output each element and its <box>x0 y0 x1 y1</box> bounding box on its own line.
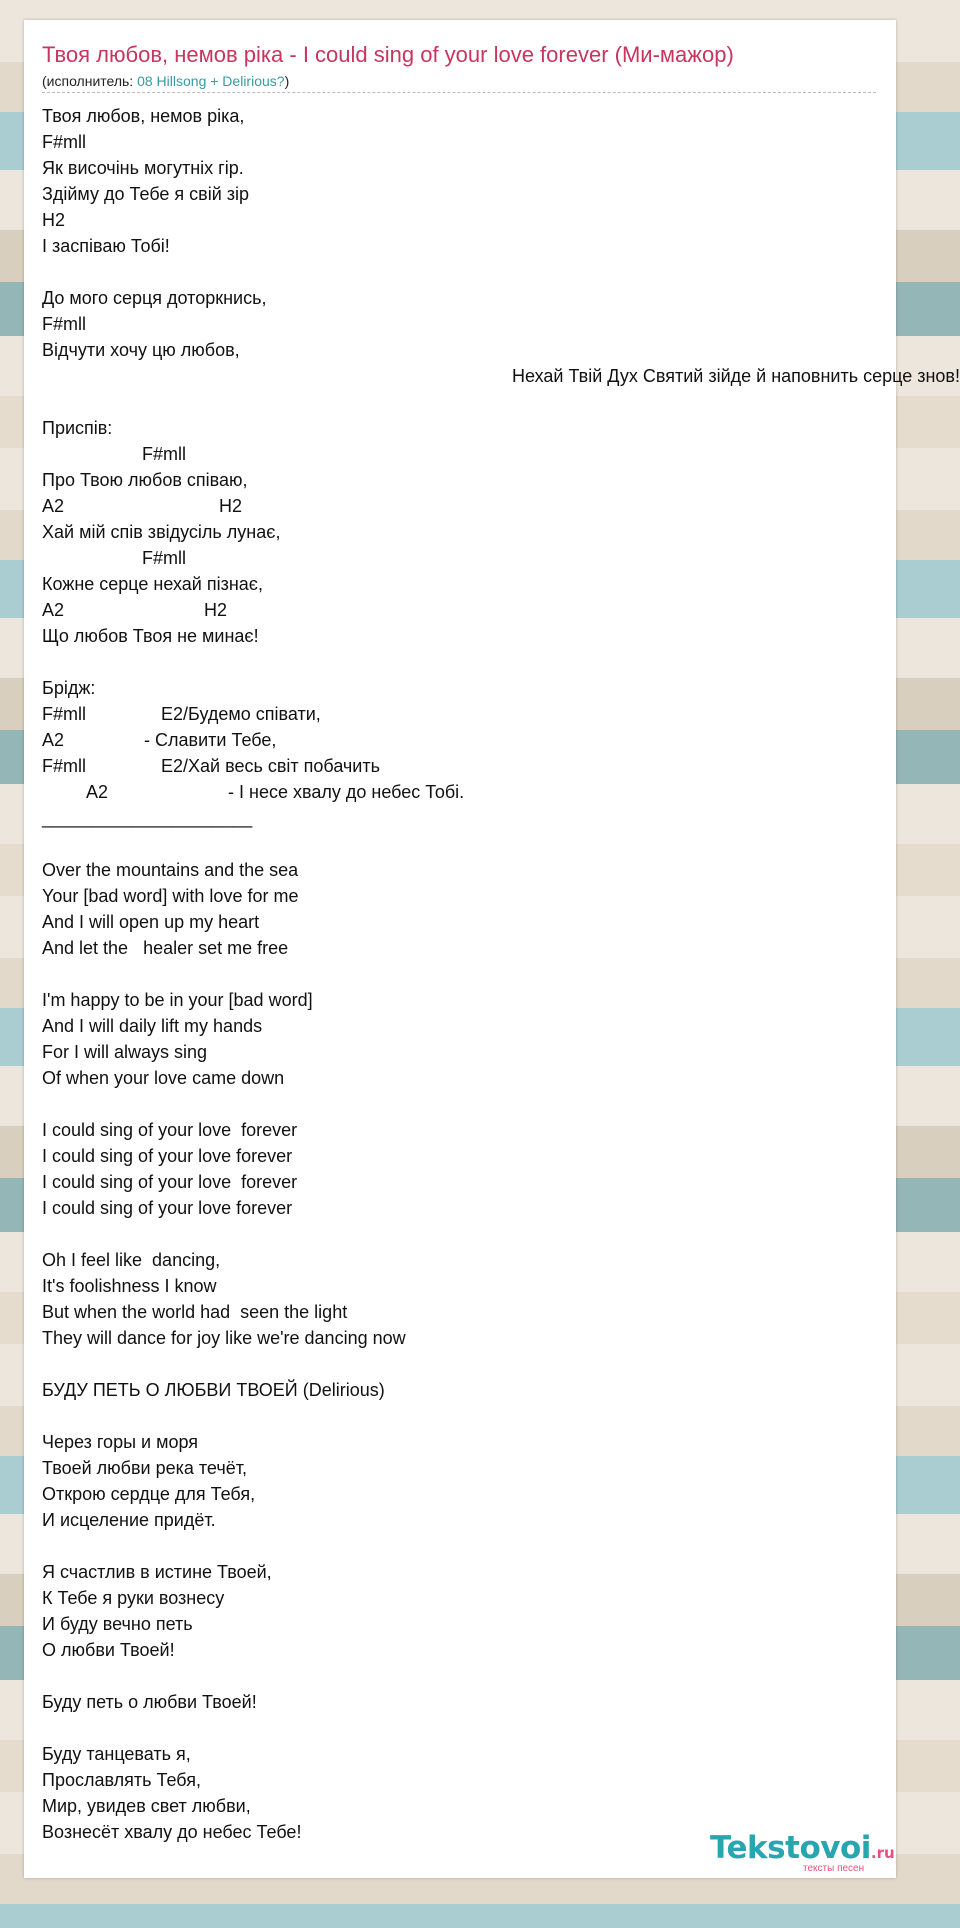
lyric-line <box>42 1221 922 1247</box>
lyric-line: F#mll E2/Будемо співати, <box>42 704 321 724</box>
lyric-line: Брідж: <box>42 678 96 698</box>
lyric-line <box>42 831 922 857</box>
lyric-line: БУДУ ПЕТЬ О ЛЮБВИ ТВОЕЙ (Delirious) <box>42 1380 385 1400</box>
lyric-line: Я счастлив в истине Твоей, <box>42 1562 272 1582</box>
lyric-line: Вознесёт хвалу до небес Тебе! <box>42 1822 302 1842</box>
lyric-line: Of when your love came down <box>42 1068 285 1088</box>
artist-link[interactable]: 08 Hillsong + Delirious? <box>137 73 285 89</box>
lyric-line: Буду танцевать я, <box>42 1744 191 1764</box>
lyric-line <box>42 1091 922 1117</box>
lyric-line: Мир, увидев свет любви, <box>42 1796 251 1816</box>
lyric-line: A2 H2 <box>42 496 243 516</box>
artist-prefix: (исполнитель: <box>42 73 138 89</box>
lyric-line: Твоей любви река течёт, <box>42 1458 247 1478</box>
lyric-line: A2 - І несе хвалу до небес Тобі. <box>42 782 465 802</box>
lyric-line: A2 - Славити Тебе, <box>42 730 277 750</box>
lyric-line: F#mll E2/Хай весь світ побачить <box>42 756 380 776</box>
lyric-line <box>42 1351 922 1377</box>
site-logo[interactable] <box>710 1830 895 1874</box>
lyric-line: Як височінь могутніх гір. <box>42 158 244 178</box>
lyric-line: Про Твою любов співаю, <box>42 470 248 490</box>
lyric-line: F#mll <box>42 444 187 464</box>
lyrics-card <box>24 20 960 1878</box>
lyric-line <box>42 649 922 675</box>
header-divider <box>42 92 876 93</box>
lyric-line: И буду вечно петь <box>42 1614 193 1634</box>
lyric-line: F#mll <box>42 132 86 152</box>
lyric-line: Нехай Твій Дух Святий зійде й наповнить серце знов! <box>511 366 960 386</box>
artist-line <box>42 73 289 89</box>
lyric-line: But when the world had seen the light <box>42 1302 348 1322</box>
lyric-line: Приспів: <box>42 418 113 438</box>
lyric-line: Кожне серце нехай пізнає, <box>42 574 263 594</box>
lyric-line: They will dance for joy like we're dancing now <box>42 1328 406 1348</box>
lyric-line <box>42 389 922 415</box>
lyric-line: Буду петь о любви Твоей! <box>42 1692 257 1712</box>
lyric-line: Хай мій спів звідусіль лунає, <box>42 522 281 542</box>
lyric-line: I could sing of your love forever <box>42 1120 298 1140</box>
lyric-line: And let the healer set me free <box>42 938 289 958</box>
lyric-line: І заспіваю Тобі! <box>42 236 170 256</box>
lyric-line: It's foolishness I know <box>42 1276 217 1296</box>
lyric-line: Oh I feel like dancing, <box>42 1250 221 1270</box>
lyric-line: And I will daily lift my hands <box>42 1016 263 1036</box>
lyric-line: A2 H2 <box>42 600 228 620</box>
artist-suffix: ) <box>284 73 290 89</box>
lyric-line <box>42 961 922 987</box>
lyric-line: До мого серця доторкнись, <box>42 288 267 308</box>
lyric-line: И исцеление придёт. <box>42 1510 216 1530</box>
lyric-line <box>42 1533 922 1559</box>
lyric-line: Прославлять Тебя, <box>42 1770 201 1790</box>
song-title: Твоя любов, немов ріка - I could sing of your love forever (Ми-мажор) <box>42 42 734 67</box>
logo-tld: .ru <box>870 1844 895 1862</box>
lyric-line: I could sing of your love forever <box>42 1198 293 1218</box>
lyrics-text <box>42 103 960 1845</box>
lyric-line: Здійму до Тебе я свій зір <box>42 184 250 204</box>
lyric-line: Your [bad word] with love for me <box>42 886 299 906</box>
lyric-line: I could sing of your love forever <box>42 1146 293 1166</box>
lyric-line <box>42 1715 922 1741</box>
lyric-line: Твоя любов, немов ріка, <box>42 106 245 126</box>
lyric-line: Через горы и моря <box>42 1432 199 1452</box>
logo-tagline: тексты песен <box>803 1863 865 1874</box>
lyric-line: Over the mountains and the sea <box>42 860 299 880</box>
lyric-line: F#mll <box>42 314 86 334</box>
lyric-line: F#mll <box>42 548 187 568</box>
lyric-line: _____________________ <box>42 808 253 828</box>
lyric-line: О любви Твоей! <box>42 1640 175 1660</box>
lyric-line <box>42 1403 922 1429</box>
lyric-line: For I will always sing <box>42 1042 208 1062</box>
lyric-line: К Тебе я руки вознесу <box>42 1588 225 1608</box>
lyric-line <box>42 1663 922 1689</box>
lyric-line: I could sing of your love forever <box>42 1172 298 1192</box>
lyric-line: I'm happy to be in your [bad word] <box>42 990 313 1010</box>
lyric-line <box>42 259 922 285</box>
lyric-line: H2 <box>42 210 66 230</box>
lyric-line: And I will open up my heart <box>42 912 260 932</box>
lyric-line: Відчути хочу цю любов, <box>42 340 240 360</box>
lyric-line: Открою сердце для Тебя, <box>42 1484 256 1504</box>
logo-name: Tekstovoi <box>710 1830 871 1866</box>
lyric-line: Що любов Твоя не минає! <box>42 626 259 646</box>
